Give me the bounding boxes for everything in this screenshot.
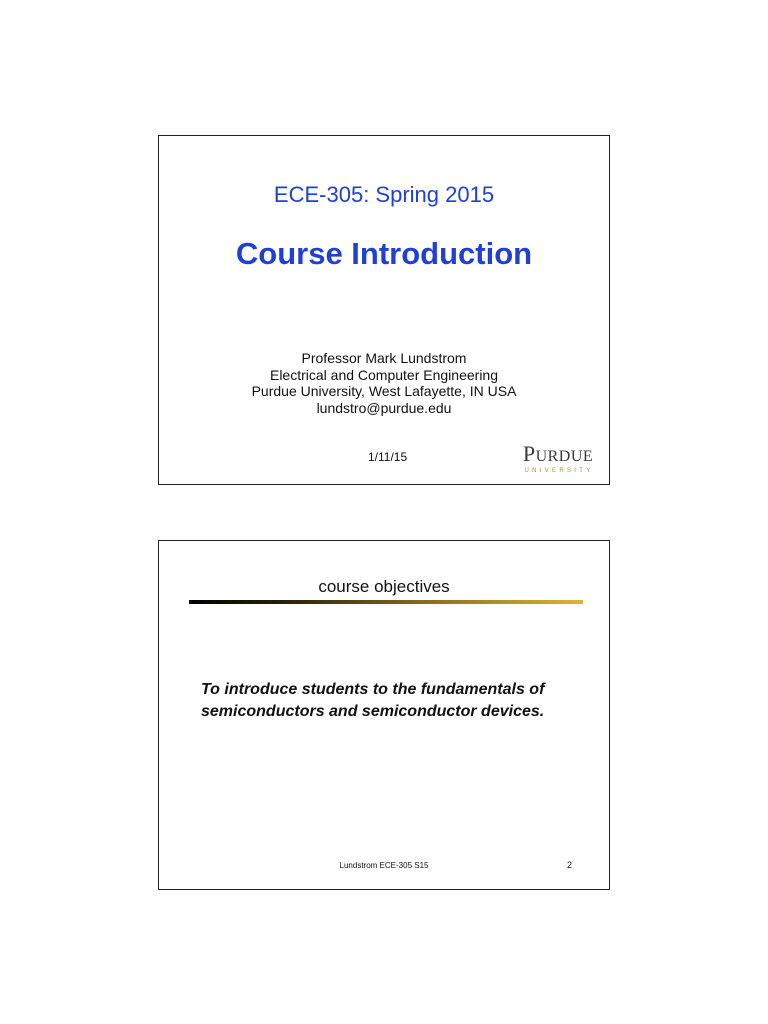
slide-2 bbox=[158, 540, 610, 890]
objectives-heading: course objectives bbox=[318, 577, 450, 596]
department-name: Electrical and Computer Engineering bbox=[269, 366, 498, 383]
purdue-logo-subtitle: UNIVERSITY bbox=[524, 468, 594, 474]
heading-divider-bar bbox=[189, 600, 583, 604]
purdue-wordmark: PURDUE bbox=[522, 441, 594, 466]
slide-date: 1/11/15 bbox=[368, 450, 408, 464]
course-heading: ECE-305: Spring 2015 bbox=[273, 182, 495, 207]
slide-footer: Lundstrom ECE-305 S15 bbox=[339, 861, 429, 870]
purdue-logo bbox=[517, 441, 599, 475]
presenter-email: lundstro@purdue.edu bbox=[316, 399, 452, 416]
presenter-name: Professor Mark Lundstrom bbox=[301, 350, 467, 366]
slide-1 bbox=[158, 135, 610, 485]
institution-name: Purdue University, West Lafayette, IN USA bbox=[251, 383, 517, 399]
objectives-body: To introduce students to the fundamentals of semiconductors and semiconductor devices. bbox=[201, 681, 545, 720]
presenter-info bbox=[159, 350, 609, 416]
slide-page-number: 2 bbox=[567, 860, 573, 870]
slide-title: Course Introduction bbox=[235, 236, 533, 271]
